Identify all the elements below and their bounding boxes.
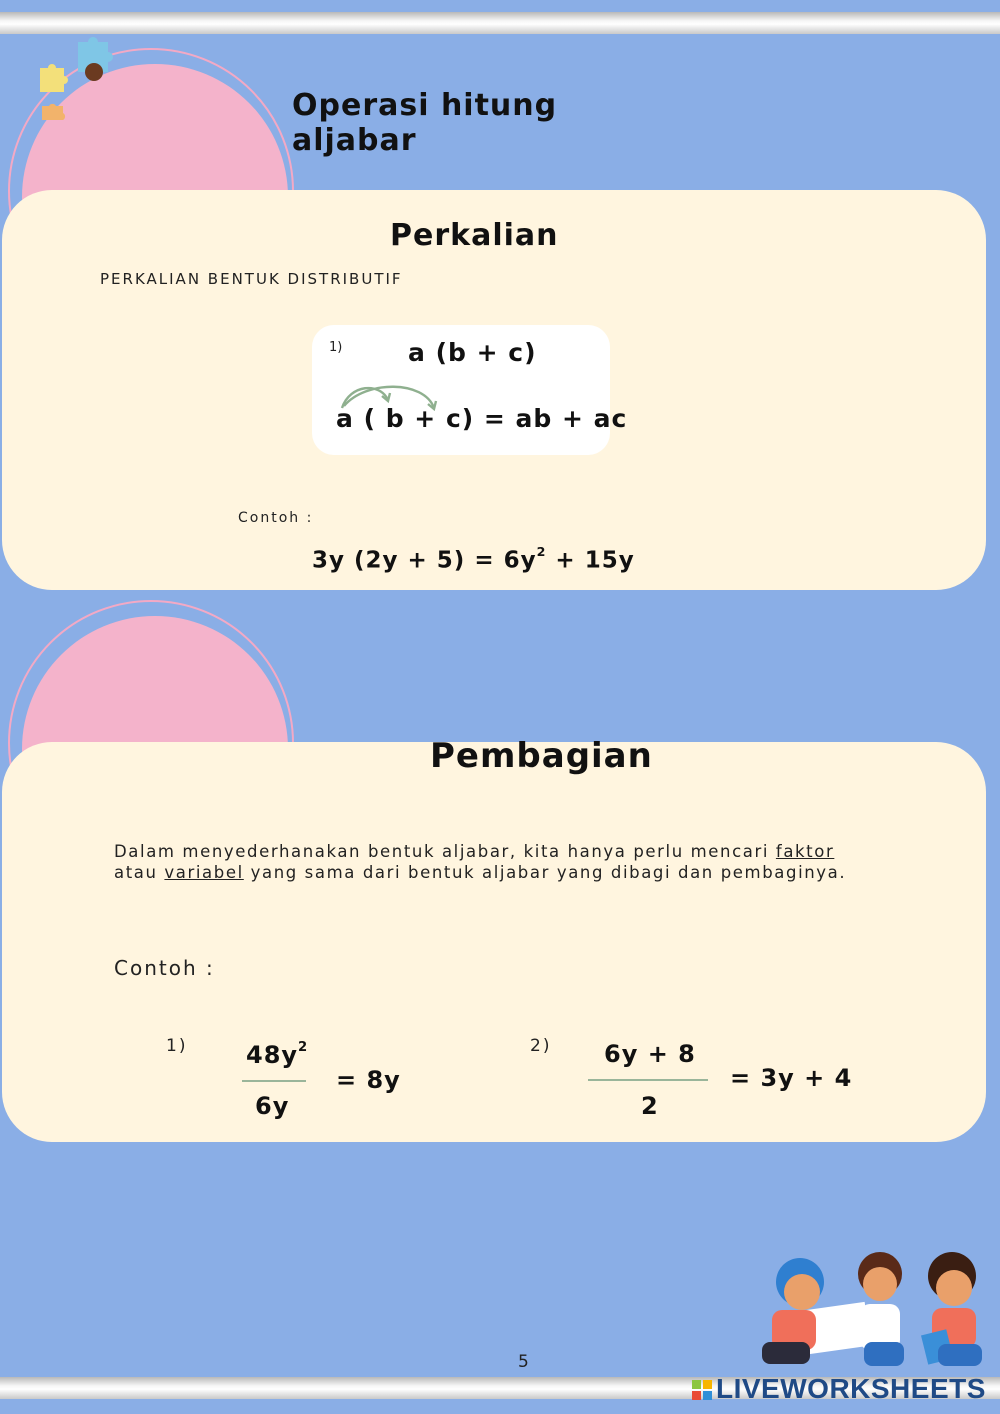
division-example-1-denominator: 6y	[255, 1092, 290, 1120]
division-example-2-fraction-line	[588, 1079, 708, 1081]
perkalian-example-exponent: 2	[536, 544, 547, 559]
division-example-1-numerator	[246, 1040, 308, 1069]
formula-item-number: 1)	[329, 340, 343, 355]
liveworksheets-logo-icon	[692, 1380, 712, 1400]
division-example-2-number: 2)	[530, 1036, 552, 1056]
liveworksheets-logo-text: LIVEWORKSHEETS	[716, 1373, 986, 1404]
perkalian-subheading: PERKALIAN BENTUK DISTRIBUTIF	[100, 270, 403, 288]
page-number: 5	[518, 1352, 529, 1372]
paragraph-term-variabel: variabel	[164, 863, 244, 882]
division-example-2-result: = 3y + 4	[730, 1064, 853, 1092]
perkalian-example	[312, 544, 635, 573]
numerator-exponent: 2	[298, 1040, 309, 1055]
pembagian-heading: Pembagian	[430, 736, 653, 776]
numerator-base: 48y	[246, 1040, 299, 1069]
division-example-1-number: 1)	[166, 1036, 188, 1056]
perkalian-example-rhs: + 15y	[546, 547, 635, 574]
top-rail	[0, 12, 1000, 34]
division-example-1-fraction-line	[242, 1080, 306, 1082]
perkalian-contoh-label: Contoh :	[238, 510, 314, 526]
formula-top: a (b + c)	[408, 338, 537, 367]
perkalian-example-lhs: 3y (2y + 5) = 6y	[312, 547, 537, 574]
division-example-2-numerator: 6y + 8	[604, 1040, 696, 1068]
pembagian-contoh-label: Contoh :	[114, 956, 215, 980]
division-example-2-denominator: 2	[641, 1092, 659, 1120]
formula-bottom: a ( b + c) = ab + ac	[336, 404, 628, 433]
paragraph-term-faktor: faktor	[775, 842, 835, 861]
page-title: Operasi hitung aljabar	[292, 88, 558, 158]
pembagian-paragraph	[114, 841, 874, 883]
division-example-1-result: = 8y	[336, 1066, 401, 1094]
perkalian-heading: Perkalian	[390, 218, 559, 253]
paragraph-text-2: atau	[114, 863, 165, 882]
paragraph-text-3: yang sama dari bentuk aljabar yang dibagi dan pembaginya.	[243, 863, 847, 882]
paragraph-text-1: Dalam menyederhanakan bentuk aljabar, kita hanya perlu mencari	[114, 842, 776, 861]
kids-illustration-icon	[752, 1246, 998, 1376]
puzzle-decoration-icon	[36, 34, 156, 124]
